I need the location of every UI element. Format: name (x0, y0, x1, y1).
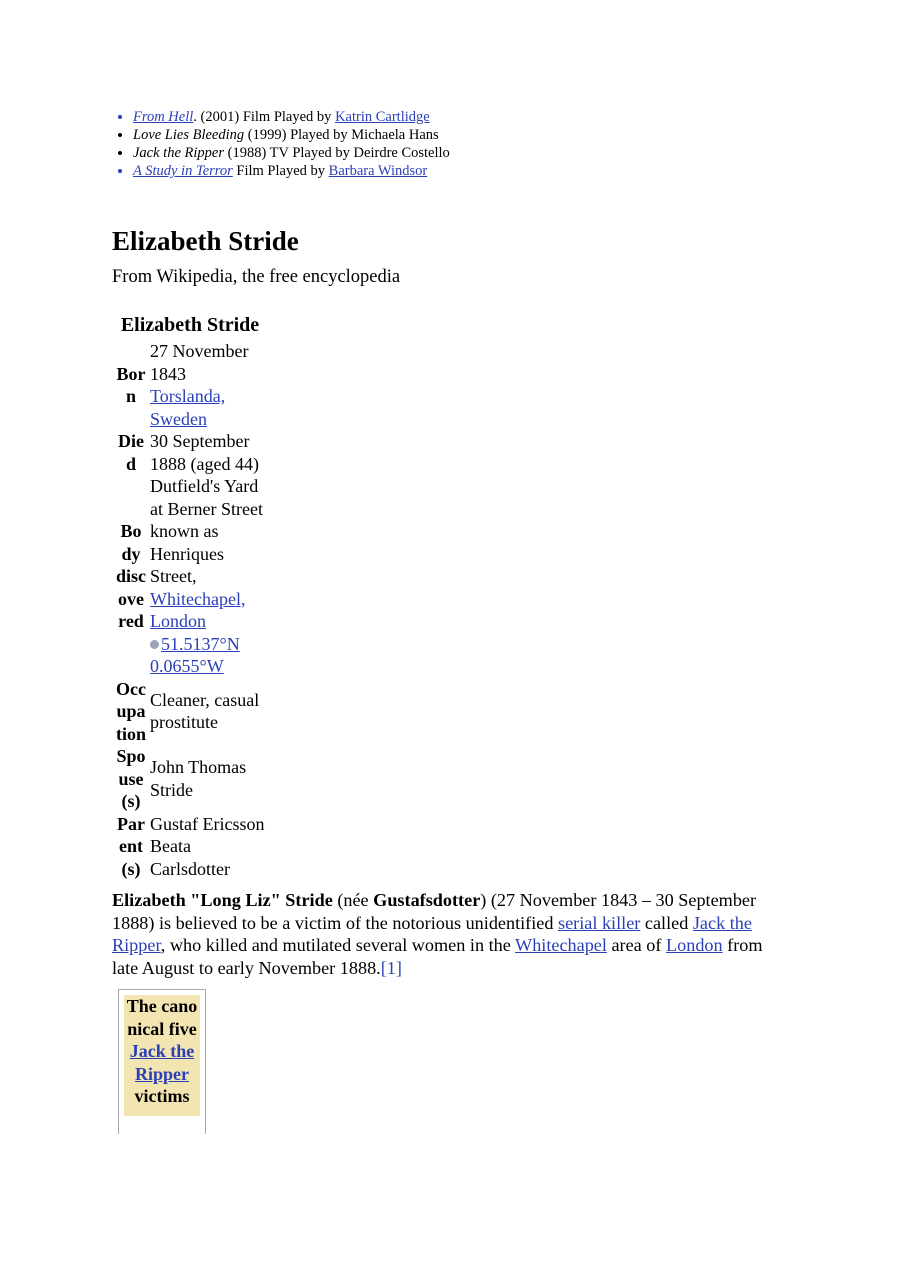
infobox-caption: Elizabeth Stride (120, 314, 260, 336)
list-item: • A Study in Terror Film Played by Barbara Windsor (133, 162, 450, 180)
navbox-jack-the-ripper-link[interactable]: Jack the Ripper (129, 1041, 195, 1084)
infobox-row-body-discovered (112, 475, 268, 678)
infobox-row-born (112, 340, 268, 430)
actor-link-barbara-windsor[interactable]: Barbara Windsor (328, 163, 428, 179)
infobox-value: Gustaf Ericsson Beata Carlsdotter (150, 813, 265, 879)
list-item: • Jack the Ripper (1988) TV Played by Deirdre Costello (133, 144, 450, 162)
portrayals-list (115, 108, 450, 180)
actor-link-katrin-cartlidge[interactable]: Katrin Cartlidge (335, 109, 430, 125)
navbox-header: The canonical five Jack the Ripper victims (124, 995, 200, 1116)
infobox-label: Occupation (116, 678, 147, 744)
infobox-row-parents (112, 813, 268, 881)
film-link-from-hell[interactable]: From Hell (133, 109, 194, 125)
whitechapel-link[interactable]: Whitechapel (515, 935, 607, 955)
infobox-value: Cleaner, casual prostitute (150, 689, 260, 733)
infobox-label: Born (116, 363, 146, 406)
coordinates-link[interactable]: 51.5137°N 0.0655°W (150, 633, 240, 676)
list-item: • From Hell. (2001) Film Played by Katrin Cartlidge (133, 108, 450, 126)
born-place-link[interactable]: Torslanda, Sweden (150, 386, 226, 429)
list-item: • Love Lies Bleeding (1999) Played by Michaela Hans (133, 126, 450, 144)
infobox-value: John Thomas Stride (150, 757, 247, 800)
jack-the-ripper-link[interactable]: Jack the Ripper (112, 912, 752, 955)
london-link[interactable]: London (666, 935, 723, 955)
infobox-label: Spouse(s) (116, 746, 146, 811)
film-link-a-study-in-terror[interactable]: A Study in Terror (133, 163, 233, 179)
infobox-value: 27 November 1843 Torslanda, Sweden (150, 341, 249, 429)
reference-link[interactable]: [1] (380, 957, 402, 978)
infobox-value: Dutfield's Yard at Berner Street known as Henriques Street, Whitechapel, London 51.5137°N 0.0655°W (150, 476, 263, 676)
page-tagline: From Wikipedia, the free encyclopedia (112, 267, 401, 287)
infobox-row-spouse (112, 745, 268, 813)
page-title: Elizabeth Stride (112, 226, 299, 256)
globe-icon (150, 640, 159, 649)
infobox-row-occupation (112, 678, 268, 746)
infobox-value: 30 September 1888 (aged 44) (150, 431, 259, 474)
infobox-row-died (112, 430, 268, 475)
infobox-label: Body discovered (116, 521, 147, 631)
serial-killer-link[interactable]: serial killer (558, 912, 641, 933)
infobox-label: Parent(s) (117, 813, 145, 879)
infobox-label: Died (118, 431, 144, 474)
lead-paragraph: Elizabeth "Long Liz" Stride (née Gustafsdotter) (27 November 1843 – 30 September 1888) is believed to be a victim of the notorious unidentified serial killer called Jack the Ripper, who killed and mutilated several women in the Whitechapel area of London from late August to early November 1888.[1] (112, 890, 763, 978)
body-place-link[interactable]: Whitechapel, London (150, 588, 246, 631)
infobox (112, 310, 268, 880)
canonical-five-navbox (118, 989, 206, 1134)
